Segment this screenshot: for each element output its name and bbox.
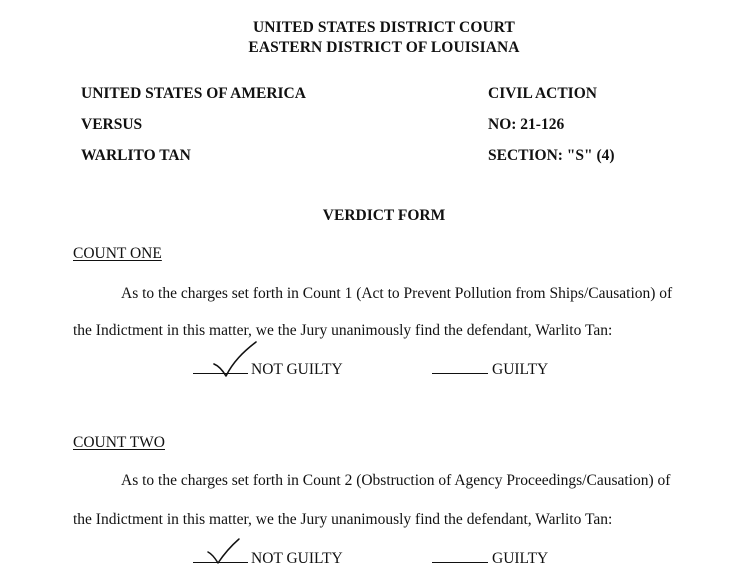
count-one-text-line1: As to the charges set forth in Count 1 (Act to Prevent Pollution from Ships/Causation) of: [121, 285, 673, 302]
caption-defendant: WARLITO TAN: [81, 147, 191, 164]
count-two-not-guilty-label: NOT GUILTY: [251, 550, 343, 567]
count-one-check-mark-icon: [211, 340, 271, 380]
caption-versus: VERSUS: [81, 116, 143, 133]
court-district: EASTERN DISTRICT OF LOUISIANA: [248, 39, 520, 56]
caption-action-type: CIVIL ACTION: [488, 85, 597, 102]
count-two-guilty-blank[interactable]: [432, 548, 488, 563]
count-two-guilty-option[interactable]: [432, 548, 548, 568]
court-name: UNITED STATES DISTRICT COURT: [253, 19, 515, 36]
count-two-text-line2: the Indictment in this matter, we the Jury unanimously find the defendant, Warlito Tan:: [73, 511, 613, 528]
count-two-check-mark-icon: [205, 537, 255, 567]
caption-plaintiff: UNITED STATES OF AMERICA: [81, 85, 306, 102]
count-two-guilty-label: GUILTY: [492, 550, 549, 567]
count-one-guilty-blank[interactable]: [432, 359, 488, 374]
verdict-form-title: VERDICT FORM: [322, 207, 446, 224]
count-one-guilty-label: GUILTY: [492, 361, 549, 378]
count-one-heading: COUNT ONE: [73, 245, 162, 262]
caption-case-number: NO: 21-126: [488, 116, 565, 133]
count-two-text-line1: As to the charges set forth in Count 2 (Obstruction of Agency Proceedings/Causation) of: [121, 472, 671, 489]
count-one-text-line2: the Indictment in this matter, we the Jury unanimously find the defendant, Warlito Tan:: [73, 322, 613, 339]
count-one-guilty-option[interactable]: [432, 359, 548, 379]
count-two-heading: COUNT TWO: [73, 434, 165, 451]
count-one-not-guilty-label: NOT GUILTY: [251, 361, 343, 378]
caption-section: SECTION: "S" (4): [488, 147, 615, 164]
